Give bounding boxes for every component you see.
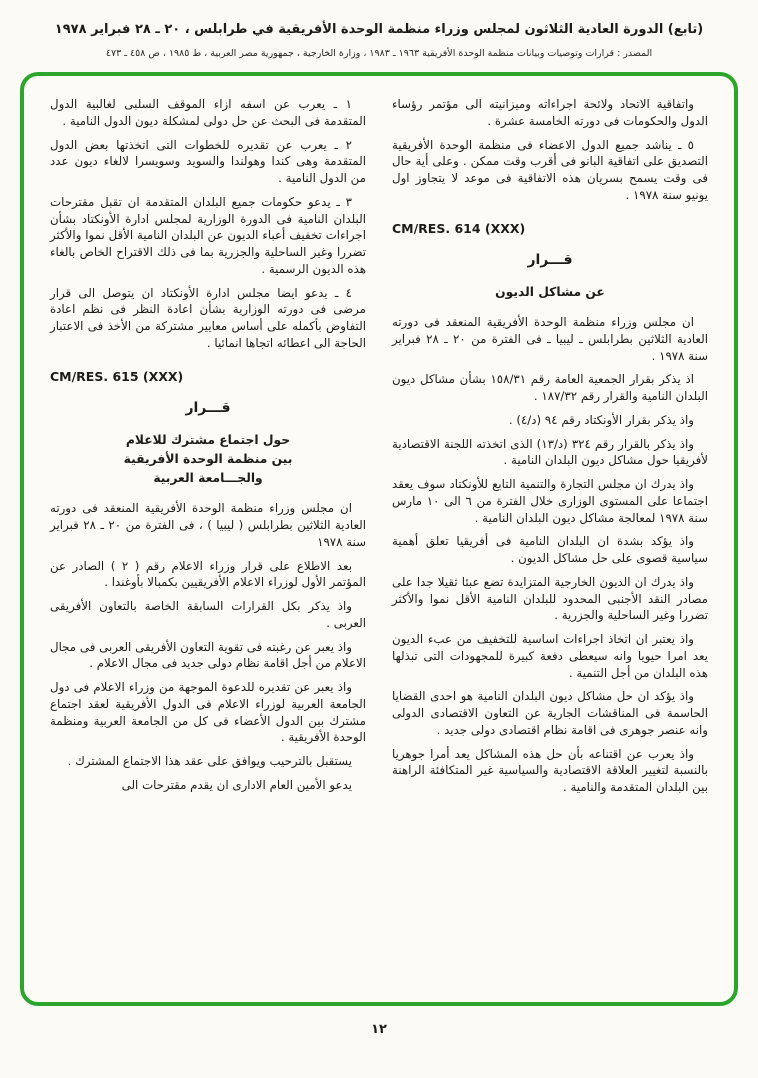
paragraph: واذ يذكر بالقرار رقم ٣٢٤ (د/١٣) الذى اتخذته اللجنة الاقتصادية لأفريقيا حول مشاكل ديون البلدان النامية . <box>392 436 708 468</box>
paragraph: ٢ ـ يعرب عن تقديره للخطوات التى اتخذتها بعض الدول المتقدمة وهى كندا وهولندا والسويد وسويسرا لالغاء ديون عدد من الدول النامية . <box>50 137 366 185</box>
paragraph: واذ يدرك ان مجلس التجارة والتنمية التابع للأونكتاد سوف يعقد اجتماعا على المستوى الوزارى خلال الفترة من ٦ الى ١٠ مارس سنة ١٩٧٨ لمعالجة مشاكل ديون البلدان النامية . <box>392 477 708 525</box>
paragraph: واذ يؤكد بشدة ان البلدان النامية فى أفريقيا تعلق أهمية سياسية قصوى على حل مشاكل الديون . <box>392 534 708 566</box>
resolution-subtitle <box>50 431 366 488</box>
resolution-code-615: CM/RES. 615 (XXX) <box>50 368 184 384</box>
paragraph: ٣ ـ يدعو حكومات جميع البلدان المتقدمة ان تقبل مقترحات البلدان النامية فى الدورة الوزارية لمجلس ادارة الأونكتاد بشأن اجراءات تخفيف أعباء الديون عن البلدان النامية الأقل نموا والأكثر تضررا وغير الساحلية والجزرية بما فى ذلك الاقتراح الخاص بالغاء هذه الديون الرسمية . <box>50 194 366 276</box>
paragraph: يدعو الأمين العام الادارى ان يقدم مقترحات الى <box>121 777 352 792</box>
paragraph: واتفاقية الاتحاد ولائحة اجراءاته وميزانيته الى مؤتمر رؤساء الدول والحكومات فى دورته الخامسة عشرة . <box>392 97 708 128</box>
paragraph: واذ يذكر بكل القرارات السابقة الخاصة بالتعاون الأفريقى العربى . <box>50 599 366 630</box>
resolution-code-614: CM/RES. 614 (XXX) <box>392 220 526 236</box>
resolution-title: قـــرار <box>185 400 231 417</box>
resolution-subtitle-line: بين منظمة الوحدة الأفريقية <box>123 452 293 467</box>
paragraph: واذ يعبر عن رغبته فى تقوية التعاون الأفريقى العربى فى مجال الاعلام من أجل اقامة نظام دولى جديد فى مجال الاعلام . <box>50 639 366 671</box>
paragraph: واذ يؤكد ان حل مشاكل ديون البلدان النامية هو احدى القضايا الحاسمة فى المناقشات الجارية عن التعاون الاقتصادى الدولى وانه عنصر جوهرى فى اقامة نظام اقتصادى دولى جديد . <box>392 689 708 737</box>
paragraph: واذ يعتبر ان اتخاذ اجراءات اساسية للتخفيف من عبء الديون يعد امرا حيويا وانه سيعطى دفعة كبيرة للمجهودات التى تبذلها هذه البلدان من أجل التنمية . <box>392 632 708 680</box>
paragraph: واذ يدرك ان الديون الخارجية المتزايدة تضع عبئا ثقيلا جدا على مصادر النقد الأجنبى المحدود للبلدان النامية الأقل نموا والأكثر تضررا وغير الساحلية والجزرية . <box>392 574 708 623</box>
paragraph: ان مجلس وزراء منظمة الوحدة الأفريقية المنعقد فى دورته العادية الثلاثين بطرابلس ( ليبيا ) ، فى الفترة من ٢٠ ـ ٢٨ فبراير سنة ١٩٧٨ <box>50 501 367 549</box>
resolution-subtitle-line: والجـــامعة العربية <box>153 471 263 486</box>
paragraph: واذ يذكر بقرار الأونكتاد رقم ٩٤ (د/٤) . <box>508 412 694 427</box>
source-line: المصدر : قرارات وتوصيات وبيانات منظمة الوحدة الأفريقية ١٩٦٣ ـ ١٩٨٣ ، وزارة الخارجية ، جمهورية مصر العربية ، ط ١٩٨٥ ، ص ٤٥٨ ـ ٤٧٣ <box>105 48 653 59</box>
page-footer <box>0 1022 758 1037</box>
paragraph: بعد الاطلاع على قرار وزراء الاعلام رقم ( ٢ ) الصادر عن المؤتمر الأول لوزراء الاعلام الأفريقيين بكمبالا بأوغندا . <box>50 558 366 590</box>
resolution-title: قـــرار <box>527 252 573 269</box>
content-frame <box>20 72 738 1006</box>
paragraph: ٥ ـ يناشد جميع الدول الاعضاء فى منظمة الوحدة الأفريقية التصديق على اتفاقية البانو فى أقرب وقت ممكن . وعلى أية حال فى وقت يسمح بسريان هذه الاتفاقية فى موعد لا يتجاوز اول يونيو سنة ١٩٧٨ . <box>392 137 708 202</box>
paragraph: ١ ـ يعرب عن اسفه ازاء الموقف السلبى لغالبية الدول المتقدمة فى البحث عن حل دولى لمشكلة ديون الدول النامية . <box>50 97 366 128</box>
resolution-subtitle: عن مشاكل الديون <box>495 285 605 300</box>
page-header <box>0 22 758 59</box>
left-column <box>50 96 366 988</box>
paragraph: واذ يعرب عن اقتناعه بأن حل هذه المشاكل يعد أمرا جوهريا بالنسبة لتغيير العلاقة الاقتصادية والسياسية غير المتكافئة الراهنة بين البلدان المتقدمة والنامية . <box>392 746 708 795</box>
header-title: (تابع) الدورة العادية الثلاثون لمجلس وزراء منظمة الوحدة الأفريقية في طرابلس ، ٢٠ ـ ٢٨ فبراير ١٩٧٨ <box>54 22 704 37</box>
paragraph: ٤ ـ يدعو ايضا مجلس ادارة الأونكتاد ان يتوصل الى قرار مرضى فى دورته الوزارية بشأن اعادة النظر فى نظم اعادة التفاوض بأكمله على أساس معايير مشتركة من الأخذ فى الاعتبار الحاجة الى اعطائه اتجاها انمائيا . <box>50 285 366 350</box>
two-column-layout <box>50 96 708 988</box>
resolution-subtitle-line: حول اجتماع مشترك للاعلام <box>125 433 291 448</box>
right-column <box>392 96 708 988</box>
paragraph: ان مجلس وزراء منظمة الوحدة الأفريقية المنعقد فى دورته العادية الثلاثين بطرابلس ـ ليبيا ـ فى الفترة من ٢٠ ـ ٢٨ فبراير سنة ١٩٧٨ . <box>392 315 708 363</box>
paragraph: واذ يعبر عن تقديره للدعوة الموجهة من وزراء الاعلام فى دول الجامعة العربية لوزراء الاعلام فى الدول الأفريقية لعقد اجتماع مشترك بين الدول الأعضاء فى كل من الجامعة العربية ومنظمة الوحدة الأفريقية . <box>50 680 366 745</box>
paragraph: اذ يذكر بقرار الجمعية العامة رقم ١٥٨/٣١ بشأن مشاكل ديون البلدان النامية والقرار رقم ١٨٧/٣٢ . <box>392 372 708 404</box>
page-number: ١٢ <box>371 1022 387 1037</box>
paragraph: يستقبل بالترحيب ويوافق على عقد هذا الاجتماع المشترك . <box>67 754 352 769</box>
